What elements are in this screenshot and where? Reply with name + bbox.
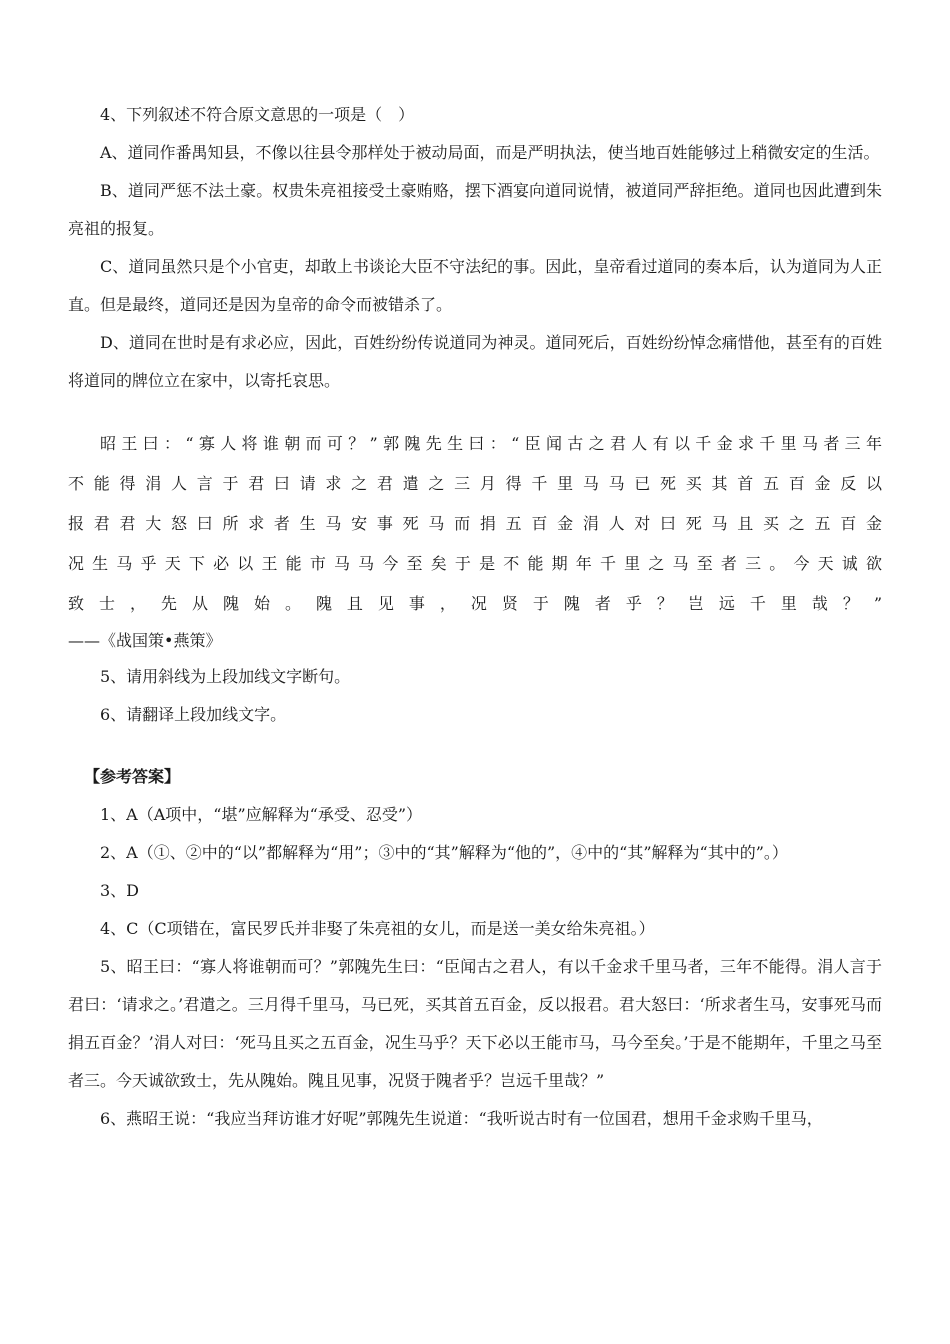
answer-6: 6、燕昭王说：“我应当拜访谁才好呢”郭隗先生说道：“我听说古时有一位国君，想用千金求购千里马，: [100, 1109, 823, 1128]
question-5: 5、请用斜线为上段加线文字断句。: [100, 667, 351, 686]
question-6: 6、请翻译上段加线文字。: [100, 705, 287, 724]
question-4-stem: 4、下列叙述不符合原文意思的一项是（ ）: [100, 105, 415, 124]
passage-source: ——《战国策•燕策》: [68, 631, 222, 650]
answer-3: 3、D: [100, 881, 140, 900]
section-spacer: [68, 734, 882, 758]
passage-line: 况生马乎天下必以王能市马马今至矣于是不能期年千里之马至者三。今天诚欲: [68, 554, 882, 573]
passage-line: 致士，先从隗始。隗且见事，况贤于隗者乎？岂远千里哉？”: [68, 594, 882, 613]
answer-1: 1、A（A项中，“堪”应解释为“承受、忍受”）: [100, 805, 423, 824]
passage-line: 昭王曰：“寡人将谁朝而可？”郭隗先生曰：“臣闻古之君人有以千金求千里马者三年: [100, 434, 882, 453]
question-4-option-a: A、道同作番禺知县，不像以往县令那样处于被动局面，而是严明执法，使当地百姓能够过上稍微安定的生活。: [100, 143, 880, 162]
answers-heading: 【参考答案】: [84, 767, 181, 786]
passage-line: 报君君大怒曰所求者生马安事死马而捐五百金涓人对曰死马且买之五百金: [68, 514, 882, 533]
question-4-option-d: D、道同在世时是有求必应，因此，百姓纷纷传说道同为神灵。道同死后，百姓纷纷悼念痛惜他，甚至有的百姓将道同的牌位立在家中，以寄托哀思。: [68, 333, 882, 390]
answer-4: 4、C（C项错在，富民罗氏并非娶了朱亮祖的女儿，而是送一美女给朱亮祖。）: [100, 919, 655, 938]
question-4-option-b: B、道同严惩不法土豪。权贵朱亮祖接受土豪贿赂，摆下酒宴向道同说情，被道同严辞拒绝。道同也因此遭到朱亮祖的报复。: [68, 181, 882, 238]
section-spacer: [68, 400, 882, 424]
passage-line: 不能得涓人言于君曰请求之君遣之三月得千里马马已死买其首五百金反以: [68, 474, 882, 493]
classical-passage: [68, 424, 882, 624]
answer-2: 2、A（①、②中的“以”都解释为“用”；③中的“其”解释为“他的”，④中的“其”解释为“其中的”。）: [100, 843, 788, 862]
question-4-option-c: C、道同虽然只是个小官吏，却敢上书谈论大臣不守法纪的事。因此，皇帝看过道同的奏本后，认为道同为人正直。但是最终，道同还是因为皇帝的命令而被错杀了。: [68, 257, 882, 314]
document-page: [68, 96, 882, 1138]
answer-5: 5、昭王曰：“寡人将谁朝而可？”郭隗先生曰：“臣闻古之君人，有以千金求千里马者，三年不能得。涓人言于君曰：‘请求之。’君遣之。三月得千里马，马已死，买其首五百金，反以报君。君大怒曰：‘所求者生马，安事死马而捐五百金？’涓人对曰：‘死马且买之五百金，况生马乎？天下必以王能市马，马今至矣。’于是不能期年，千里之马至者三。今天诚欲致士，先从隗始。隗且见事，况贤于隗者乎？岂远千里哉？”: [68, 957, 882, 1090]
